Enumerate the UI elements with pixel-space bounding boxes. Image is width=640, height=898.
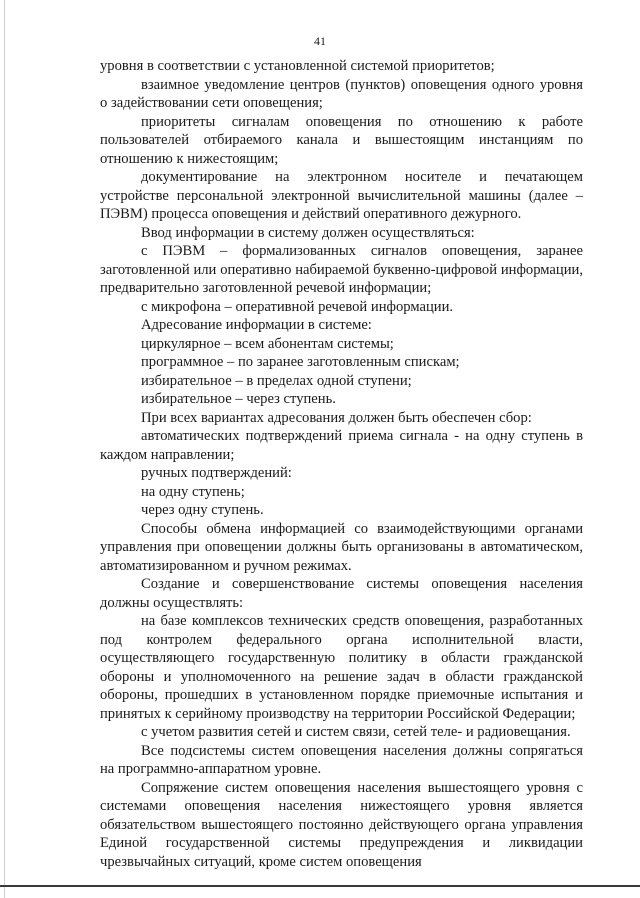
paragraph-input-microphone: с микрофона – оперативной речевой информации. — [141, 298, 454, 315]
paragraph-one-step: на одну ступень; — [141, 483, 245, 500]
paragraph-interfacing-obligation: Сопряжение систем оповещения населения вышестоящего уровня с системами оповещения населения нижестоящего уровня является обязательством вышестоящего постоянно действующего органа управления Единой государственной системы предупреждения и ликвидации чрезвычайных ситуаций, кроме систем оповещения — [100, 779, 583, 870]
paragraph-exchange-methods: Способы обмена информацией со взаимодействующими органами управления при оповещении должны быть организованы в автоматическом, автоматизированном и ручном режимах. — [100, 520, 583, 574]
paragraph-manual-confirmations: ручных подтверждений: — [141, 465, 292, 481]
paragraph-documenting: документирование на электронном носителе и печатающем устройстве персональной электронной вычислительной машины (далее – ПЭВМ) процесса оповещения и действий оперативного дежурного. — [100, 169, 583, 222]
paragraph-subsystems-interface: Все подсистемы систем оповещения населения должны сопрягаться на программно-аппаратном уровне. — [100, 742, 583, 777]
paragraph-input-pc: с ПЭВМ – формализованных сигналов оповещения, заранее заготовленной или оперативно набираемой буквенно-цифровой информации, предварительно заготовленной речевой информации; — [100, 243, 583, 296]
paragraph-addressing-program: программное – по заранее заготовленным спискам; — [141, 354, 460, 370]
paragraph-signal-priorities: приоритеты сигналам оповещения по отношению к работе пользователей отбираемого канала и вышестоящим инстанциям по отношению к нижестоящим; — [100, 113, 583, 167]
paragraph-addressing-heading: Адресование информации в системе: — [141, 317, 372, 333]
paragraph-addressing-circular: циркулярное – всем абонентам системы; — [141, 335, 394, 352]
paragraph-collection-heading: При всех вариантах адресования должен быть обеспечен сбор: — [141, 409, 532, 426]
page-number: 41 — [314, 34, 326, 48]
paragraph-input-heading: Ввод информации в систему должен осуществляться: — [141, 224, 475, 241]
paragraph-networks-development: с учетом развития сетей и систем связи, сетей теле- и радиовещания. — [141, 724, 571, 740]
paragraph-addressing-selective: избирательное – в пределах одной ступени; — [141, 372, 412, 389]
paragraph-priority-system: уровня в соответствии с установленной системой приоритетов; — [100, 58, 495, 74]
paragraph-addressing-through-step: избирательное – через ступень. — [141, 391, 336, 407]
document-body — [100, 57, 583, 871]
scan-edge-bottom — [0, 885, 640, 887]
paragraph-creation-heading: Создание и совершенствование системы оповещения населения должны осуществлять: — [100, 576, 583, 611]
paragraph-mutual-notification: взаимное уведомление центров (пунктов) оповещения одного уровня о задействовании сети оповещения; — [100, 76, 583, 111]
paragraph-auto-confirmations: автоматических подтверждений приема сигнала - на одну ступень в каждом направлении; — [100, 428, 583, 463]
paragraph-technical-complexes: на базе комплексов технических средств оповещения, разработанных под контролем федерального органа исполнительной власти, осуществляющего государственную политику в области гражданской обороны и уполномоченного на решение задач в области гражданской обороны, прошедших в установленном порядке приемочные испытания и принятых к серийному производству на территории Российской Федерации; — [100, 613, 583, 722]
scan-edge-left — [4, 0, 5, 898]
paragraph-through-one-step: через одну ступень. — [141, 502, 264, 518]
